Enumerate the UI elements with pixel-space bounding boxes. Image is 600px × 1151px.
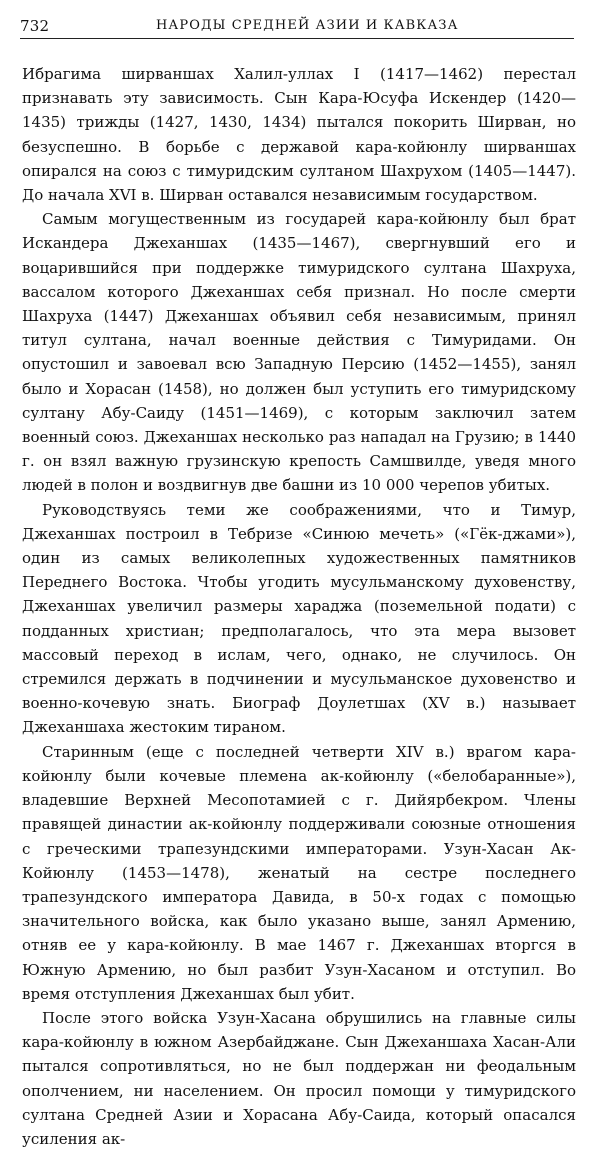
paragraph: Самым могущественным из государей кара-койюнлу был брат Искандера Джеханшах (1435—1467), свергнувший его и воцарившийся при поддержке тимуридского султана Шахруха, вассалом которого Джеханшах себя признал. Но после смерти Шахруха (1447) Джеханшах объявил себя независимым, принял титул султана, начал военные действия с Тимуридами. Он опустошил и завоевал всю Западную Персию (1452—1455), занял было и Хорасан (1458), но должен был уступить его тимуридскому султану Абу-Саиду (1451—1469), с которым заключил затем военный союз. Джеханшах несколько раз нападал на Грузию; в 1440 г. он взял важную грузинскую крепость Самшвилде, уведя много людей в полон и воздвигнув две башни из 10 000 черепов убитых. bbox=[22, 210, 576, 495]
page-header bbox=[20, 16, 574, 39]
paragraph: Ибрагима ширваншах Халил-уллах I (1417—1462) перестал признавать эту зависимость. Сын Кара-Юсуфа Искендер (1420—1435) трижды (1427, 1430, 1434) пытался покорить Ширван, но безуспешно. В борьбе с державой кара-койюнлу ширваншах опирался на союз с тимуридским султаном Шахрухом (1405—1447). До начала XVI в. Ширван оставался независимым государством. bbox=[22, 65, 576, 205]
paragraph: Старинным (еще с последней четверти XIV в.) врагом кара-койюнлу были кочевые племена ак-койюнлу («белобаранные»), владевшие Верхней Месопотамией с г. Дийярбекром. Члены правящей династии ак-койюнлу поддерживали союзные отношения с греческими трапезундскими императорами. Узун-Хасан Ак-Койюнлу (1453—1478), женатый на сестре последнего трапезундского императора Давида, в 50-х годах с помощью значительного войска, как было указано выше, занял Армению, отняв ее у кара-койюнлу. В мае 1467 г. Джеханшах вторгся в Южную Армению, но был разбит Узун-Хасаном и отступил. Во время отступления Джеханшах был убит. bbox=[22, 742, 576, 1003]
running-title: НАРОДЫ СРЕДНЕЙ АЗИИ И КАВКАЗА bbox=[156, 18, 459, 33]
paragraph: После этого войска Узун-Хасана обрушились на главные силы кара-койюнлу в южном Азербайджане. Сын Джеханшаха Хасан-Али пытался сопротивляться, но не был поддержан ни феодальным ополчением, ни населением. Он просил помощи у тимуридского султана Средней Азии и Хорасана Абу-Саида, который опасался усиления ак- bbox=[22, 1008, 576, 1148]
body-text bbox=[22, 62, 576, 1151]
page-number: 732 bbox=[20, 17, 50, 35]
paragraph: Руководствуясь теми же соображениями, что и Тимур, Джеханшах построил в Тебризе «Синюю мечеть» («Гёк-джами»), один из самых великолепных художественных памятников Переднего Востока. Чтобы угодить мусульманскому духовенству, Джеханшах увеличил размеры хараджа (поземельной подати) с подданных христиан; предполагалось, что эта мера вызовет массовый переход в ислам, чего, однако, не случилось. Он стремился держать в подчинении и мусульманское духовенство и военно-кочевую знать. Биограф Доулетшах (XV в.) называет Джеханшаха жестоким тираном. bbox=[22, 500, 576, 737]
